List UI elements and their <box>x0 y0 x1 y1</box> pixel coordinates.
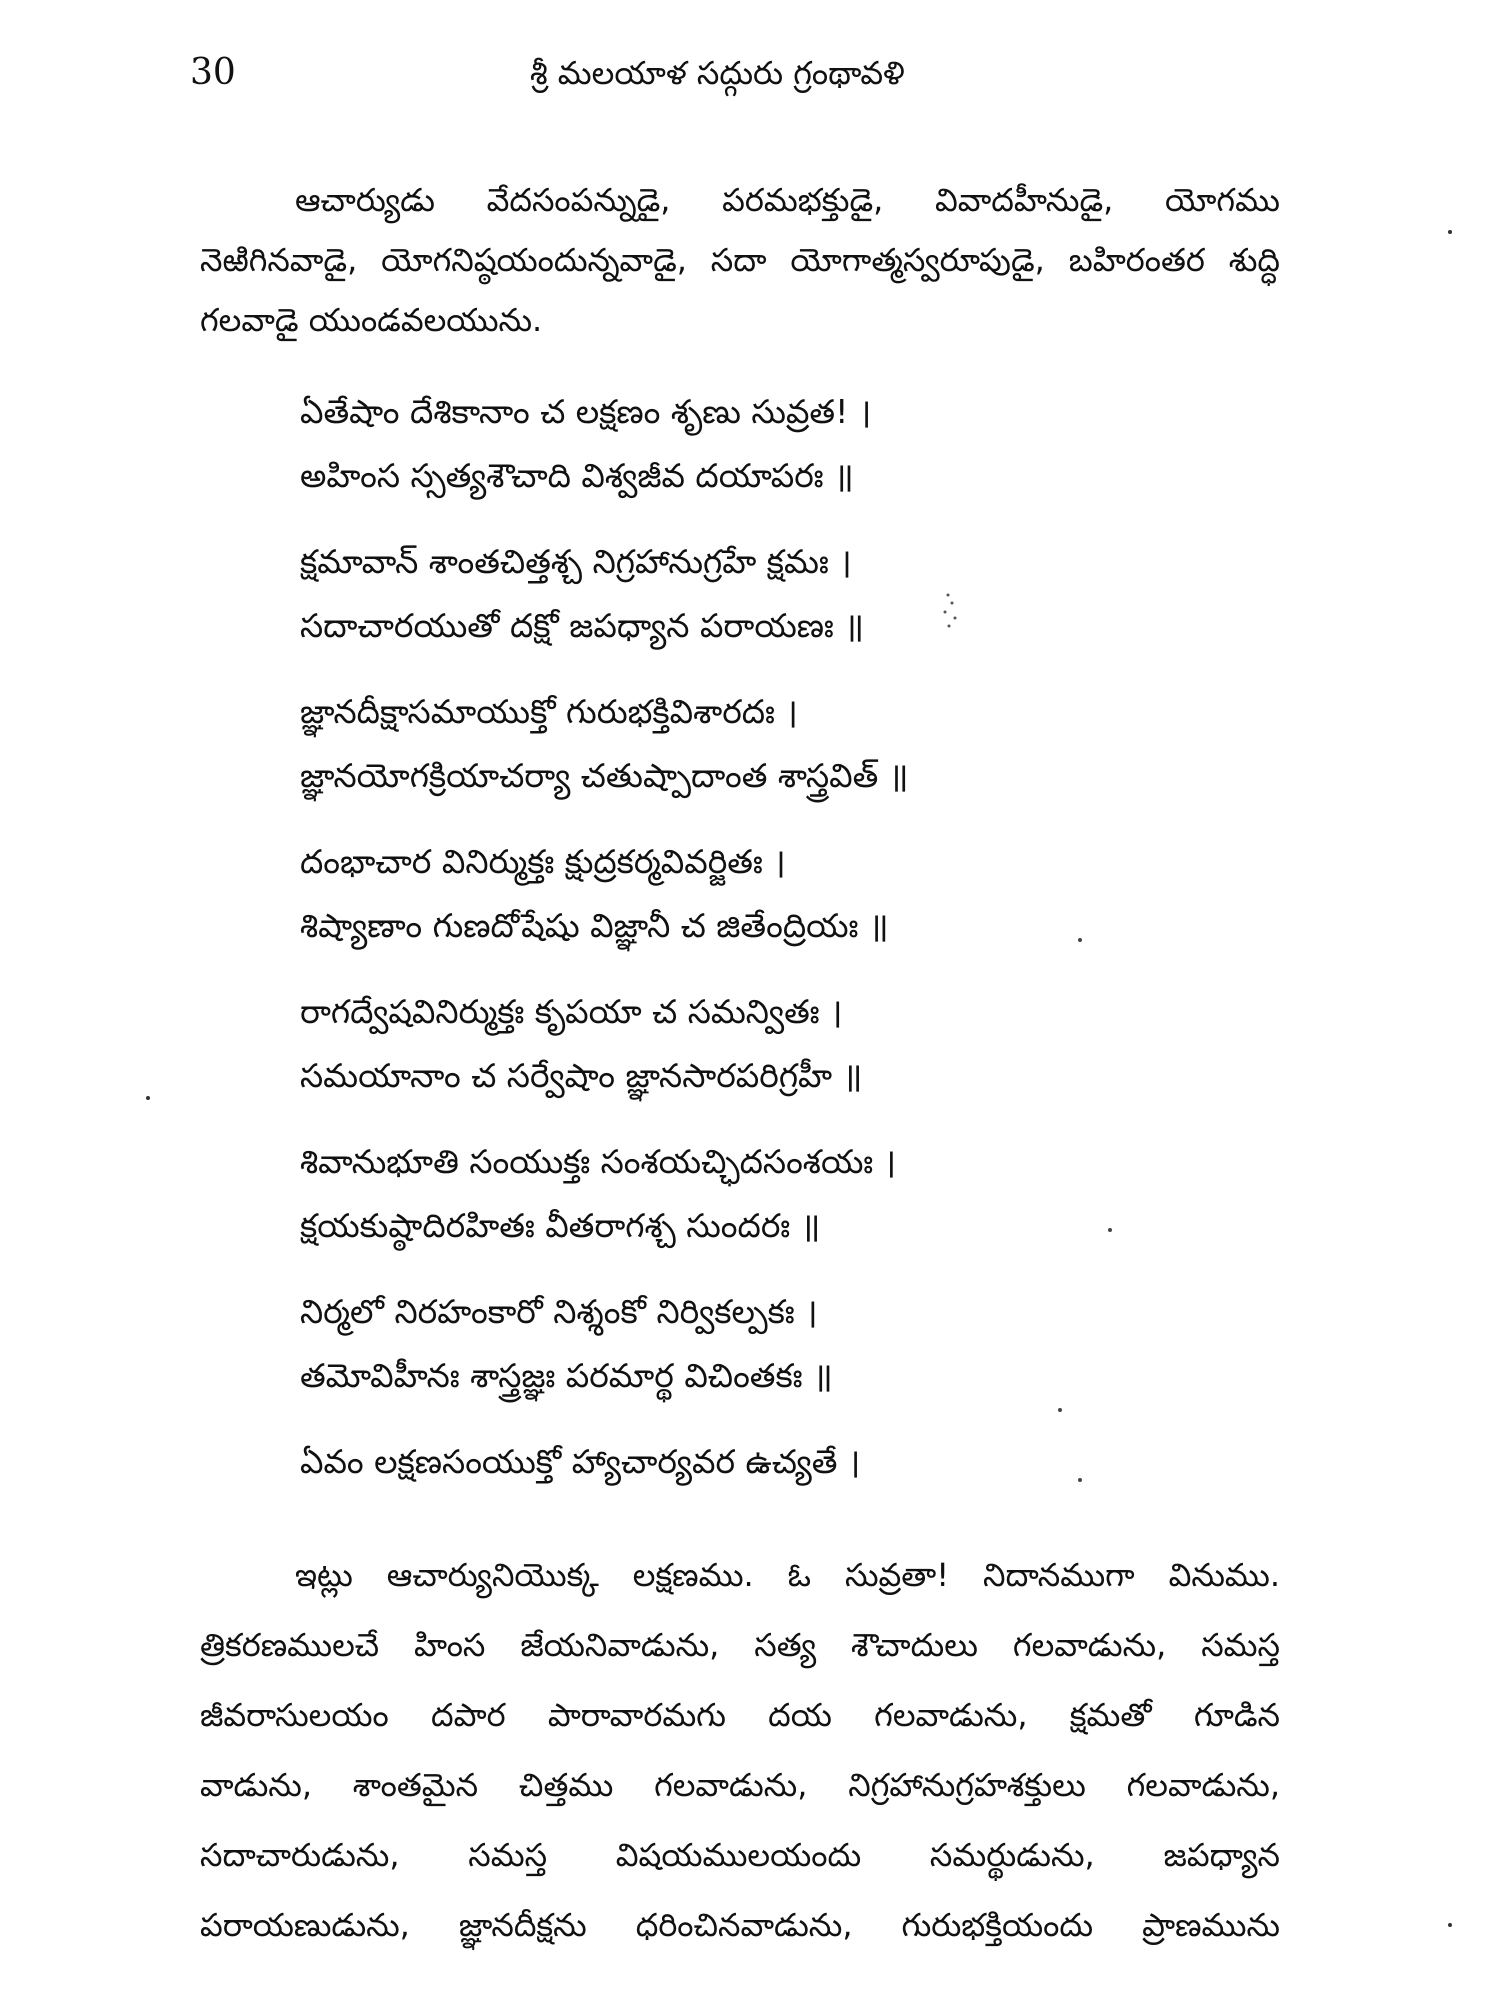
verse-line: క్షయకుష్ఠాదిరహితః వీతరాగశ్చ సుందరః ॥ <box>300 1206 821 1245</box>
verse-line: రాగద్వేషవినిర్ముక్తః కృపయా చ సమన్వితః । <box>300 992 843 1031</box>
verse-line: ఏవం లక్షణసంయుక్తో హ్యాచార్యవర ఉచ్యతే । <box>300 1442 861 1481</box>
verse-4 <box>300 830 1300 958</box>
page-header <box>190 48 1330 108</box>
verse-line: నిర్మలో నిరహంకారో నిశ్శంకో నిర్వికల్పకః । <box>300 1292 818 1331</box>
intro-paragraph <box>200 170 1280 350</box>
verse-line: సదాచారయుతో దక్షో జపధ్యాన పరాయణః ॥ <box>300 606 865 645</box>
verse-3 <box>300 680 1300 808</box>
verse-8 <box>300 1430 1300 1494</box>
verse-line: తమోవిహీనః శాస్త్రజ్ఞః పరమార్థ విచింతకః ॥ <box>300 1356 833 1395</box>
scan-speck <box>1448 230 1452 234</box>
verse-line: జ్ఞానదీక్షాసమాయుక్తో గురుభక్తివిశారదః । <box>300 692 798 731</box>
verse-6 <box>300 1130 1300 1258</box>
sanskrit-verses <box>300 380 1300 1516</box>
commentary-paragraph <box>200 1540 1280 1960</box>
scan-speck <box>146 1096 150 1100</box>
verse-line: జ్ఞానయోగక్రియాచర్యా చతుష్పాదాంత శాస్త్రవిత్ ॥ <box>300 756 909 795</box>
intro-text: ఆచార్యుడు వేదసంపన్నుడై, పరమభక్తుడై, వివాదహీనుడై, యోగము నెఱిగినవాడై, యోగనిష్ఠయందున్నవాడై, సదా యోగాత్మస్వరూపుడై, బహిరంతర శుద్ధి గలవాడై యుండవలయును. <box>200 181 1280 339</box>
verse-line: ఏతేషాం దేశికానాం చ లక్షణం శృణు సువ్రత! । <box>300 392 872 431</box>
verse-line: శిష్యాణాం గుణదోషేషు విజ్ఞానీ చ జితేంద్రియః ॥ <box>300 906 889 945</box>
commentary-line: జీవరాసులయం దపార పారావారమగు దయ గలవాడును, క్షమతో గూడిన <box>200 1696 1280 1734</box>
commentary-line: వాడును, శాంతమైన చిత్తము గలవాడును, నిగ్రహానుగ్రహశక్తులు గలవాడును, <box>200 1766 1280 1804</box>
commentary-line: ఇట్లు ఆచార్యునియొక్క లక్షణము. ఓ సువ్రతా! నిదానముగా వినుము. <box>295 1556 1280 1594</box>
commentary-line: త్రికరణములచే హింస జేయనివాడును, సత్య శౌచాదులు గలవాడును, సమస్త <box>200 1626 1280 1664</box>
page-number: 30 <box>190 52 236 93</box>
verse-5 <box>300 980 1300 1108</box>
commentary-line: సదాచారుడును, సమస్త విషయములయందు సమర్థుడును, జపధ్యాన <box>200 1836 1280 1874</box>
verse-1 <box>300 380 1300 508</box>
verse-line: క్షమావాన్ శాంతచిత్తశ్చ నిగ్రహానుగ్రహే క్షమః । <box>300 542 852 581</box>
running-title: శ్రీ మలయాళ సద్గురు గ్రంథావళి <box>530 54 905 92</box>
verse-line: దంభాచార వినిర్ముక్తః క్షుద్రకర్మవివర్జితః । <box>300 842 786 881</box>
scan-speck <box>1448 1923 1452 1927</box>
verse-line: సమయానాం చ సర్వేషాం జ్ఞానసారపరిగ్రహీ ॥ <box>300 1056 863 1095</box>
verse-2 <box>300 530 1300 658</box>
commentary-line: పరాయణుడును, జ్ఞానదీక్షను ధరించినవాడును, గురుభక్తియందు ప్రాణమును <box>200 1906 1280 1944</box>
verse-7 <box>300 1280 1300 1408</box>
verse-line: అహింస స్సత్యశౌచాది విశ్వజీవ దయాపరః ॥ <box>300 456 854 495</box>
verse-line: శివానుభూతి సంయుక్తః సంశయచ్ఛిదసంశయః । <box>300 1142 897 1181</box>
